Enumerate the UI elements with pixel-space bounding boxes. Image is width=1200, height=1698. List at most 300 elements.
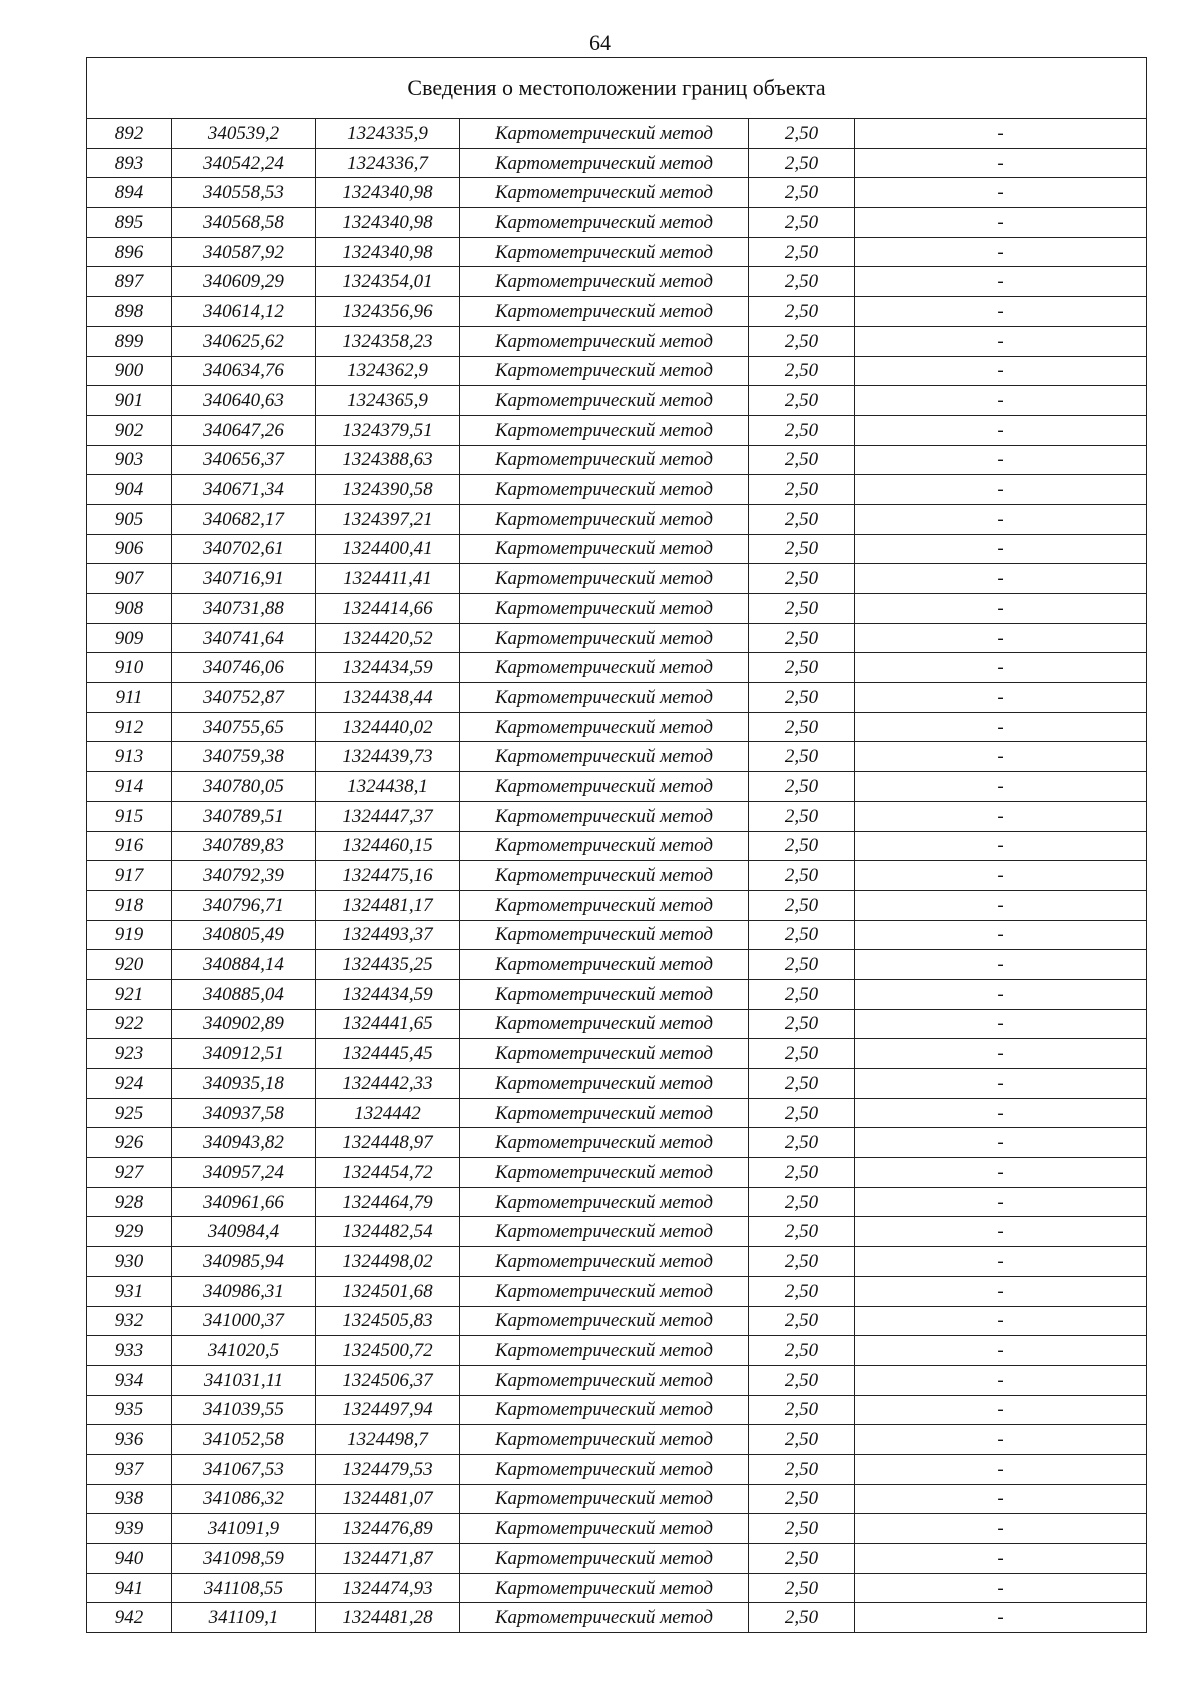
method-cell: Картометрический метод (460, 504, 749, 534)
coord-x-cell: 340935,18 (172, 1069, 316, 1099)
method-cell: Картометрический метод (460, 178, 749, 208)
coord-y-cell: 1324434,59 (316, 653, 460, 683)
accuracy-cell: 2,50 (749, 979, 855, 1009)
coord-x-cell: 340558,53 (172, 178, 316, 208)
point-number-cell: 929 (87, 1217, 172, 1247)
accuracy-cell: 2,50 (749, 1098, 855, 1128)
note-cell: - (855, 1069, 1147, 1099)
point-number-cell: 917 (87, 861, 172, 891)
coord-y-cell: 1324420,52 (316, 623, 460, 653)
coord-y-cell: 1324435,25 (316, 950, 460, 980)
table-row (87, 564, 1147, 594)
accuracy-cell: 2,50 (749, 1217, 855, 1247)
method-cell: Картометрический метод (460, 742, 749, 772)
method-cell: Картометрический метод (460, 1187, 749, 1217)
note-cell: - (855, 386, 1147, 416)
method-cell: Картометрический метод (460, 1158, 749, 1188)
method-cell: Картометрический метод (460, 119, 749, 149)
coord-y-cell: 1324411,41 (316, 564, 460, 594)
point-number-cell: 914 (87, 772, 172, 802)
table-row (87, 1544, 1147, 1574)
coord-x-cell: 340902,89 (172, 1009, 316, 1039)
accuracy-cell: 2,50 (749, 178, 855, 208)
method-cell: Картометрический метод (460, 979, 749, 1009)
table-row (87, 1069, 1147, 1099)
note-cell: - (855, 564, 1147, 594)
table-row (87, 683, 1147, 713)
note-cell: - (855, 920, 1147, 950)
method-cell: Картометрический метод (460, 297, 749, 327)
coord-x-cell: 340759,38 (172, 742, 316, 772)
point-number-cell: 913 (87, 742, 172, 772)
coord-y-cell: 1324340,98 (316, 237, 460, 267)
note-cell: - (855, 297, 1147, 327)
point-number-cell: 908 (87, 594, 172, 624)
coord-y-cell: 1324400,41 (316, 534, 460, 564)
point-number-cell: 941 (87, 1573, 172, 1603)
accuracy-cell: 2,50 (749, 831, 855, 861)
point-number-cell: 907 (87, 564, 172, 594)
method-cell: Картометрический метод (460, 1514, 749, 1544)
table-row (87, 712, 1147, 742)
note-cell: - (855, 1336, 1147, 1366)
method-cell: Картометрический метод (460, 623, 749, 653)
point-number-cell: 916 (87, 831, 172, 861)
method-cell: Картометрический метод (460, 1247, 749, 1277)
accuracy-cell: 2,50 (749, 1573, 855, 1603)
coord-x-cell: 340741,64 (172, 623, 316, 653)
note-cell: - (855, 504, 1147, 534)
coord-x-cell: 341086,32 (172, 1484, 316, 1514)
coord-x-cell: 340634,76 (172, 356, 316, 386)
method-cell: Картометрический метод (460, 564, 749, 594)
accuracy-cell: 2,50 (749, 683, 855, 713)
coord-y-cell: 1324442 (316, 1098, 460, 1128)
method-cell: Картометрический метод (460, 326, 749, 356)
point-number-cell: 942 (87, 1603, 172, 1633)
table-caption-row (87, 58, 1147, 119)
accuracy-cell: 2,50 (749, 950, 855, 980)
note-cell: - (855, 653, 1147, 683)
accuracy-cell: 2,50 (749, 564, 855, 594)
coord-y-cell: 1324448,97 (316, 1128, 460, 1158)
coord-y-cell: 1324390,58 (316, 475, 460, 505)
table-row (87, 1425, 1147, 1455)
table-row (87, 1603, 1147, 1633)
method-cell: Картометрический метод (460, 534, 749, 564)
accuracy-cell: 2,50 (749, 712, 855, 742)
coord-x-cell: 340792,39 (172, 861, 316, 891)
accuracy-cell: 2,50 (749, 653, 855, 683)
method-cell: Картометрический метод (460, 475, 749, 505)
coord-x-cell: 340961,66 (172, 1187, 316, 1217)
coord-y-cell: 1324335,9 (316, 119, 460, 149)
coord-y-cell: 1324505,83 (316, 1306, 460, 1336)
table-row (87, 297, 1147, 327)
accuracy-cell: 2,50 (749, 1336, 855, 1366)
note-cell: - (855, 1603, 1147, 1633)
note-cell: - (855, 445, 1147, 475)
coord-x-cell: 340542,24 (172, 148, 316, 178)
point-number-cell: 912 (87, 712, 172, 742)
note-cell: - (855, 1425, 1147, 1455)
point-number-cell: 897 (87, 267, 172, 297)
note-cell: - (855, 237, 1147, 267)
note-cell: - (855, 1158, 1147, 1188)
coord-x-cell: 340647,26 (172, 415, 316, 445)
note-cell: - (855, 683, 1147, 713)
coord-x-cell: 340780,05 (172, 772, 316, 802)
method-cell: Картометрический метод (460, 950, 749, 980)
coord-x-cell: 340912,51 (172, 1039, 316, 1069)
note-cell: - (855, 475, 1147, 505)
coord-x-cell: 340702,61 (172, 534, 316, 564)
method-cell: Картометрический метод (460, 712, 749, 742)
method-cell: Картометрический метод (460, 920, 749, 950)
point-number-cell: 896 (87, 237, 172, 267)
table-row (87, 1336, 1147, 1366)
coord-y-cell: 1324501,68 (316, 1276, 460, 1306)
method-cell: Картометрический метод (460, 1336, 749, 1366)
accuracy-cell: 2,50 (749, 801, 855, 831)
point-number-cell: 933 (87, 1336, 172, 1366)
table-row (87, 772, 1147, 802)
point-number-cell: 923 (87, 1039, 172, 1069)
table-row (87, 1484, 1147, 1514)
table-row (87, 356, 1147, 386)
point-number-cell: 927 (87, 1158, 172, 1188)
method-cell: Картометрический метод (460, 415, 749, 445)
accuracy-cell: 2,50 (749, 742, 855, 772)
method-cell: Картометрический метод (460, 1603, 749, 1633)
coord-x-cell: 340755,65 (172, 712, 316, 742)
coord-x-cell: 341091,9 (172, 1514, 316, 1544)
coord-x-cell: 340614,12 (172, 297, 316, 327)
table-row (87, 831, 1147, 861)
boundary-coordinates-table (86, 57, 1147, 1633)
coord-y-cell: 1324438,1 (316, 772, 460, 802)
table-row (87, 1395, 1147, 1425)
accuracy-cell: 2,50 (749, 1247, 855, 1277)
table-row (87, 1365, 1147, 1395)
method-cell: Картометрический метод (460, 1365, 749, 1395)
accuracy-cell: 2,50 (749, 1039, 855, 1069)
note-cell: - (855, 1454, 1147, 1484)
method-cell: Картометрический метод (460, 1573, 749, 1603)
table-row (87, 1514, 1147, 1544)
coord-y-cell: 1324481,17 (316, 890, 460, 920)
coord-x-cell: 340746,06 (172, 653, 316, 683)
coord-x-cell: 341031,11 (172, 1365, 316, 1395)
coord-x-cell: 340539,2 (172, 119, 316, 149)
point-number-cell: 904 (87, 475, 172, 505)
coord-x-cell: 340805,49 (172, 920, 316, 950)
note-cell: - (855, 623, 1147, 653)
table-row (87, 178, 1147, 208)
coord-x-cell: 340943,82 (172, 1128, 316, 1158)
coord-y-cell: 1324340,98 (316, 178, 460, 208)
coord-y-cell: 1324500,72 (316, 1336, 460, 1366)
point-number-cell: 903 (87, 445, 172, 475)
point-number-cell: 932 (87, 1306, 172, 1336)
accuracy-cell: 2,50 (749, 1128, 855, 1158)
point-number-cell: 892 (87, 119, 172, 149)
point-number-cell: 936 (87, 1425, 172, 1455)
point-number-cell: 905 (87, 504, 172, 534)
table-row (87, 415, 1147, 445)
coord-x-cell: 340789,83 (172, 831, 316, 861)
coord-y-cell: 1324340,98 (316, 208, 460, 238)
point-number-cell: 928 (87, 1187, 172, 1217)
accuracy-cell: 2,50 (749, 534, 855, 564)
coord-y-cell: 1324439,73 (316, 742, 460, 772)
method-cell: Картометрический метод (460, 683, 749, 713)
accuracy-cell: 2,50 (749, 415, 855, 445)
point-number-cell: 931 (87, 1276, 172, 1306)
coord-x-cell: 341039,55 (172, 1395, 316, 1425)
note-cell: - (855, 1395, 1147, 1425)
coord-y-cell: 1324445,45 (316, 1039, 460, 1069)
point-number-cell: 926 (87, 1128, 172, 1158)
coord-y-cell: 1324475,16 (316, 861, 460, 891)
table-caption: Сведения о местоположении границ объекта (87, 58, 1147, 119)
accuracy-cell: 2,50 (749, 326, 855, 356)
coord-x-cell: 340587,92 (172, 237, 316, 267)
method-cell: Картометрический метод (460, 1395, 749, 1425)
coord-x-cell: 340656,37 (172, 445, 316, 475)
note-cell: - (855, 742, 1147, 772)
coord-y-cell: 1324362,9 (316, 356, 460, 386)
method-cell: Картометрический метод (460, 1098, 749, 1128)
accuracy-cell: 2,50 (749, 208, 855, 238)
method-cell: Картометрический метод (460, 1069, 749, 1099)
note-cell: - (855, 861, 1147, 891)
accuracy-cell: 2,50 (749, 504, 855, 534)
coord-x-cell: 341108,55 (172, 1573, 316, 1603)
coord-x-cell: 340640,63 (172, 386, 316, 416)
method-cell: Картометрический метод (460, 1009, 749, 1039)
note-cell: - (855, 267, 1147, 297)
table-row (87, 208, 1147, 238)
coord-x-cell: 341052,58 (172, 1425, 316, 1455)
point-number-cell: 934 (87, 1365, 172, 1395)
point-number-cell: 919 (87, 920, 172, 950)
accuracy-cell: 2,50 (749, 1187, 855, 1217)
point-number-cell: 920 (87, 950, 172, 980)
coord-x-cell: 341067,53 (172, 1454, 316, 1484)
coord-x-cell: 341098,59 (172, 1544, 316, 1574)
method-cell: Картометрический метод (460, 1544, 749, 1574)
table-row (87, 475, 1147, 505)
note-cell: - (855, 1484, 1147, 1514)
coord-y-cell: 1324365,9 (316, 386, 460, 416)
accuracy-cell: 2,50 (749, 1544, 855, 1574)
note-cell: - (855, 950, 1147, 980)
coord-x-cell: 341020,5 (172, 1336, 316, 1366)
note-cell: - (855, 801, 1147, 831)
coord-y-cell: 1324498,02 (316, 1247, 460, 1277)
point-number-cell: 906 (87, 534, 172, 564)
coord-y-cell: 1324481,28 (316, 1603, 460, 1633)
coord-y-cell: 1324354,01 (316, 267, 460, 297)
coord-x-cell: 340985,94 (172, 1247, 316, 1277)
table-row (87, 742, 1147, 772)
accuracy-cell: 2,50 (749, 890, 855, 920)
coord-x-cell: 341109,1 (172, 1603, 316, 1633)
accuracy-cell: 2,50 (749, 267, 855, 297)
point-number-cell: 915 (87, 801, 172, 831)
coord-x-cell: 340568,58 (172, 208, 316, 238)
point-number-cell: 902 (87, 415, 172, 445)
point-number-cell: 899 (87, 326, 172, 356)
accuracy-cell: 2,50 (749, 1395, 855, 1425)
coord-y-cell: 1324493,37 (316, 920, 460, 950)
note-cell: - (855, 1573, 1147, 1603)
accuracy-cell: 2,50 (749, 861, 855, 891)
point-number-cell: 937 (87, 1454, 172, 1484)
table-row (87, 267, 1147, 297)
point-number-cell: 900 (87, 356, 172, 386)
table-row (87, 386, 1147, 416)
method-cell: Картометрический метод (460, 1039, 749, 1069)
method-cell: Картометрический метод (460, 861, 749, 891)
note-cell: - (855, 1039, 1147, 1069)
accuracy-cell: 2,50 (749, 148, 855, 178)
coord-y-cell: 1324440,02 (316, 712, 460, 742)
method-cell: Картометрический метод (460, 1454, 749, 1484)
accuracy-cell: 2,50 (749, 1425, 855, 1455)
method-cell: Картометрический метод (460, 1217, 749, 1247)
point-number-cell: 938 (87, 1484, 172, 1514)
accuracy-cell: 2,50 (749, 1306, 855, 1336)
coord-y-cell: 1324479,53 (316, 1454, 460, 1484)
coord-y-cell: 1324379,51 (316, 415, 460, 445)
coord-y-cell: 1324438,44 (316, 683, 460, 713)
coord-y-cell: 1324434,59 (316, 979, 460, 1009)
table-row (87, 890, 1147, 920)
accuracy-cell: 2,50 (749, 1514, 855, 1544)
point-number-cell: 921 (87, 979, 172, 1009)
table-row (87, 1276, 1147, 1306)
table-body (87, 119, 1147, 1633)
note-cell: - (855, 594, 1147, 624)
note-cell: - (855, 415, 1147, 445)
note-cell: - (855, 831, 1147, 861)
coord-x-cell: 340984,4 (172, 1217, 316, 1247)
note-cell: - (855, 712, 1147, 742)
note-cell: - (855, 890, 1147, 920)
note-cell: - (855, 1217, 1147, 1247)
note-cell: - (855, 1544, 1147, 1574)
coord-x-cell: 340796,71 (172, 890, 316, 920)
note-cell: - (855, 979, 1147, 1009)
method-cell: Картометрический метод (460, 653, 749, 683)
note-cell: - (855, 148, 1147, 178)
coord-y-cell: 1324460,15 (316, 831, 460, 861)
method-cell: Картометрический метод (460, 267, 749, 297)
note-cell: - (855, 1306, 1147, 1336)
accuracy-cell: 2,50 (749, 386, 855, 416)
point-number-cell: 894 (87, 178, 172, 208)
accuracy-cell: 2,50 (749, 1069, 855, 1099)
coord-y-cell: 1324447,37 (316, 801, 460, 831)
note-cell: - (855, 178, 1147, 208)
table-row (87, 950, 1147, 980)
coord-x-cell: 341000,37 (172, 1306, 316, 1336)
accuracy-cell: 2,50 (749, 1365, 855, 1395)
point-number-cell: 918 (87, 890, 172, 920)
accuracy-cell: 2,50 (749, 475, 855, 505)
accuracy-cell: 2,50 (749, 1276, 855, 1306)
table-row (87, 1128, 1147, 1158)
table-row (87, 504, 1147, 534)
table-row (87, 326, 1147, 356)
table-row (87, 1187, 1147, 1217)
note-cell: - (855, 326, 1147, 356)
method-cell: Картометрический метод (460, 1128, 749, 1158)
point-number-cell: 924 (87, 1069, 172, 1099)
coord-y-cell: 1324336,7 (316, 148, 460, 178)
method-cell: Картометрический метод (460, 445, 749, 475)
method-cell: Картометрический метод (460, 801, 749, 831)
point-number-cell: 939 (87, 1514, 172, 1544)
coord-x-cell: 340789,51 (172, 801, 316, 831)
coord-x-cell: 340625,62 (172, 326, 316, 356)
method-cell: Картометрический метод (460, 772, 749, 802)
coord-x-cell: 340885,04 (172, 979, 316, 1009)
point-number-cell: 901 (87, 386, 172, 416)
point-number-cell: 895 (87, 208, 172, 238)
coord-y-cell: 1324474,93 (316, 1573, 460, 1603)
coord-y-cell: 1324358,23 (316, 326, 460, 356)
table-row (87, 1217, 1147, 1247)
method-cell: Картометрический метод (460, 594, 749, 624)
coord-x-cell: 340731,88 (172, 594, 316, 624)
point-number-cell: 911 (87, 683, 172, 713)
coord-x-cell: 340937,58 (172, 1098, 316, 1128)
note-cell: - (855, 1098, 1147, 1128)
table-row (87, 1039, 1147, 1069)
table-row (87, 1158, 1147, 1188)
table-row (87, 119, 1147, 149)
point-number-cell: 893 (87, 148, 172, 178)
coord-x-cell: 340986,31 (172, 1276, 316, 1306)
table-row (87, 594, 1147, 624)
coord-y-cell: 1324414,66 (316, 594, 460, 624)
coord-y-cell: 1324454,72 (316, 1158, 460, 1188)
accuracy-cell: 2,50 (749, 237, 855, 267)
method-cell: Картометрический метод (460, 1484, 749, 1514)
accuracy-cell: 2,50 (749, 1484, 855, 1514)
table-row (87, 534, 1147, 564)
coord-x-cell: 340884,14 (172, 950, 316, 980)
coord-y-cell: 1324397,21 (316, 504, 460, 534)
coord-y-cell: 1324442,33 (316, 1069, 460, 1099)
coord-x-cell: 340671,34 (172, 475, 316, 505)
table-row (87, 653, 1147, 683)
table-row (87, 445, 1147, 475)
method-cell: Картометрический метод (460, 237, 749, 267)
coord-y-cell: 1324481,07 (316, 1484, 460, 1514)
method-cell: Картометрический метод (460, 1425, 749, 1455)
coord-y-cell: 1324356,96 (316, 297, 460, 327)
note-cell: - (855, 119, 1147, 149)
note-cell: - (855, 1009, 1147, 1039)
method-cell: Картометрический метод (460, 356, 749, 386)
note-cell: - (855, 1247, 1147, 1277)
coord-x-cell: 340716,91 (172, 564, 316, 594)
page-number: 64 (589, 30, 611, 55)
